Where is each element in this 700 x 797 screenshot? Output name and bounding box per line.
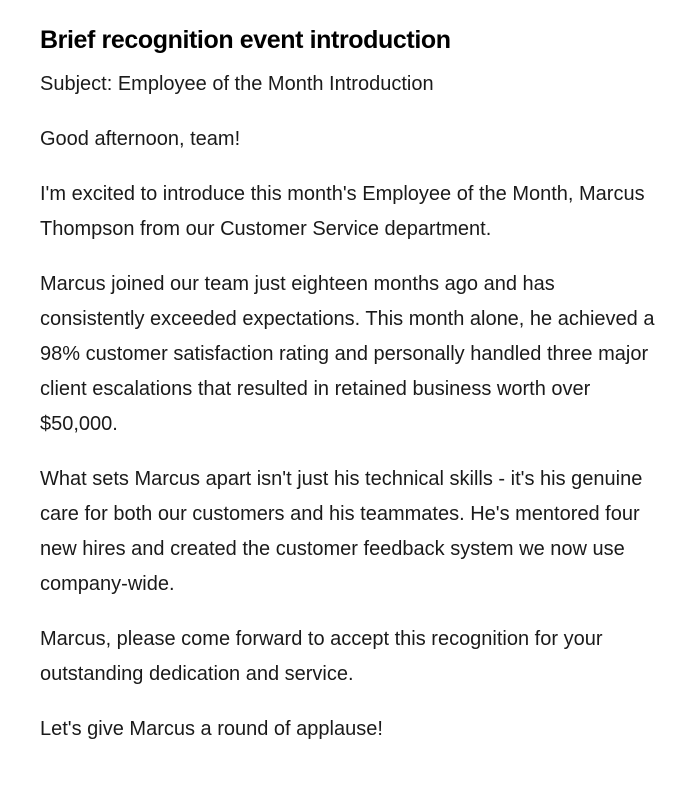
introduction-paragraph: I'm excited to introduce this month's Employee of the Month, Marcus Thompson from our Customer Service department.	[40, 183, 645, 240]
invitation-paragraph: Marcus, please come forward to accept this recognition for your outstanding dedication and service.	[40, 628, 603, 685]
subject-line: Subject: Employee of the Month Introduction	[40, 73, 434, 95]
achievements-paragraph: Marcus joined our team just eighteen months ago and has consistently exceeded expectations. This month alone, he achieved a 98% customer satisfaction rating and personally handled three major client escalations that resulted in retained business worth over $50,000.	[40, 273, 655, 435]
closing-paragraph: Let's give Marcus a round of applause!	[40, 718, 383, 740]
qualities-paragraph: What sets Marcus apart isn't just his technical skills - it's his genuine care for both our customers and his teammates. He's mentored four new hires and created the customer feedback system we now use company-wide.	[40, 468, 643, 595]
greeting-paragraph: Good afternoon, team!	[40, 128, 241, 150]
document-title: Brief recognition event introduction	[40, 26, 451, 54]
